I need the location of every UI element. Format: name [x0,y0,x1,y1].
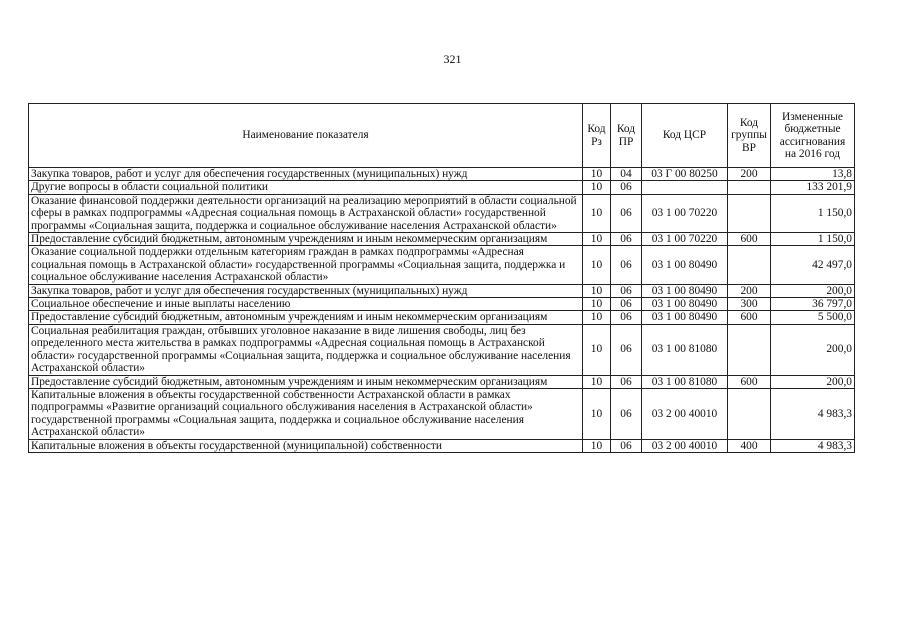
row-rz: 10 [583,181,611,194]
table-row [29,324,855,375]
row-csr: 03 1 00 80490 [642,246,728,284]
row-amount: 1 150,0 [771,194,855,232]
row-vr: 600 [728,233,771,246]
row-amount: 133 201,9 [771,181,855,194]
row-vr [728,246,771,284]
row-csr: 03 1 00 70220 [642,194,728,232]
row-vr [728,194,771,232]
row-pr: 06 [611,181,642,194]
row-amount: 200,0 [771,375,855,388]
row-amount: 36 797,0 [771,298,855,311]
row-name: Социальная реабилитация граждан, отбывших уголовное наказание в виде лишения свободы, лиц без определенного места жительства в рамках подпрограммы «Адресная социальная помощь в Астраханской области» государственной программы «Социальная защита, поддержка и социальное обслуживание населения Астраханской области» [29,324,583,375]
row-rz: 10 [583,246,611,284]
row-pr: 06 [611,311,642,324]
row-amount: 42 497,0 [771,246,855,284]
row-vr [728,181,771,194]
header-rz: Код Рз [583,104,611,168]
row-rz: 10 [583,194,611,232]
row-name: Капитальные вложения в объекты государственной (муниципальной) собственности [29,439,583,452]
row-rz: 10 [583,375,611,388]
table-row [29,388,855,439]
table-body [29,168,855,453]
row-vr: 400 [728,439,771,452]
row-rz: 10 [583,168,611,181]
header-amount: Измененные бюджетные ассигнования на 2016 год [771,104,855,168]
row-name: Закупка товаров, работ и услуг для обеспечения государственных (муниципальных) нужд [29,168,583,181]
row-csr: 03 Г 00 80250 [642,168,728,181]
row-rz: 10 [583,298,611,311]
row-csr: 03 1 00 80490 [642,311,728,324]
row-rz: 10 [583,284,611,297]
header-row [29,104,855,168]
row-rz: 10 [583,324,611,375]
table-row [29,298,855,311]
table-row [29,194,855,232]
row-csr: 03 1 00 70220 [642,233,728,246]
row-amount: 5 500,0 [771,311,855,324]
table-row [29,246,855,284]
row-pr: 06 [611,375,642,388]
row-csr: 03 1 00 80490 [642,298,728,311]
row-vr: 200 [728,284,771,297]
table-row [29,284,855,297]
row-name: Другие вопросы в области социальной политики [29,181,583,194]
row-name: Предоставление субсидий бюджетным, автономным учреждениям и иным некоммерческим организациям [29,375,583,388]
table-header [29,104,855,168]
row-pr: 06 [611,298,642,311]
row-amount: 13,8 [771,168,855,181]
row-pr: 06 [611,388,642,439]
table-row [29,181,855,194]
row-rz: 10 [583,439,611,452]
row-vr: 200 [728,168,771,181]
row-pr: 06 [611,439,642,452]
table-row [29,233,855,246]
row-amount: 4 983,3 [771,439,855,452]
row-vr: 600 [728,311,771,324]
row-amount: 200,0 [771,284,855,297]
row-amount: 1 150,0 [771,233,855,246]
table-row [29,375,855,388]
row-amount: 4 983,3 [771,388,855,439]
row-csr: 03 1 00 80490 [642,284,728,297]
row-vr: 600 [728,375,771,388]
row-pr: 06 [611,246,642,284]
row-pr: 04 [611,168,642,181]
row-vr [728,324,771,375]
row-csr: 03 1 00 81080 [642,324,728,375]
row-name: Капитальные вложения в объекты государственной собственности Астраханской области в рамках подпрограммы «Развитие организаций социального обслуживания населения в Астраханской области» государственной программы «Социальная защита, поддержка и социальное обслуживание населения Астраханской области» [29,388,583,439]
row-rz: 10 [583,311,611,324]
row-name: Оказание финансовой поддержки деятельности организаций на реализацию мероприятий в области социальной сферы в рамках подпрограммы «Адресная социальная помощь в Астраханской области» государственной программы «Социальная защита, поддержка и социальное обслуживание населения Астраханской области» [29,194,583,232]
row-vr [728,388,771,439]
page-number: 321 [443,52,462,66]
header-pr: Код ПР [611,104,642,168]
budget-table [28,103,855,453]
header-csr: Код ЦСР [642,104,728,168]
row-name: Предоставление субсидий бюджетным, автономным учреждениям и иным некоммерческим организациям [29,233,583,246]
row-pr: 06 [611,194,642,232]
row-csr: 03 2 00 40010 [642,439,728,452]
row-csr: 03 2 00 40010 [642,388,728,439]
row-pr: 06 [611,324,642,375]
row-rz: 10 [583,233,611,246]
table-row [29,439,855,452]
row-pr: 06 [611,284,642,297]
row-csr: 03 1 00 81080 [642,375,728,388]
table-row [29,311,855,324]
table-row [29,168,855,181]
header-name: Наименование показателя [29,104,583,168]
row-name: Предоставление субсидий бюджетным, автономным учреждениям и иным некоммерческим организациям [29,311,583,324]
row-rz: 10 [583,388,611,439]
row-name: Закупка товаров, работ и услуг для обеспечения государственных (муниципальных) нужд [29,284,583,297]
row-vr: 300 [728,298,771,311]
row-name: Оказание социальной поддержки отдельным категориям граждан в рамках подпрограммы «Адресная социальная помощь в Астраханской области» государственной программы «Социальная защита, поддержка и социальное обслуживание населения Астраханской области» [29,246,583,284]
row-amount: 200,0 [771,324,855,375]
row-csr [642,181,728,194]
row-pr: 06 [611,233,642,246]
row-name: Социальное обеспечение и иные выплаты населению [29,298,583,311]
header-vr: Код группы ВР [728,104,771,168]
